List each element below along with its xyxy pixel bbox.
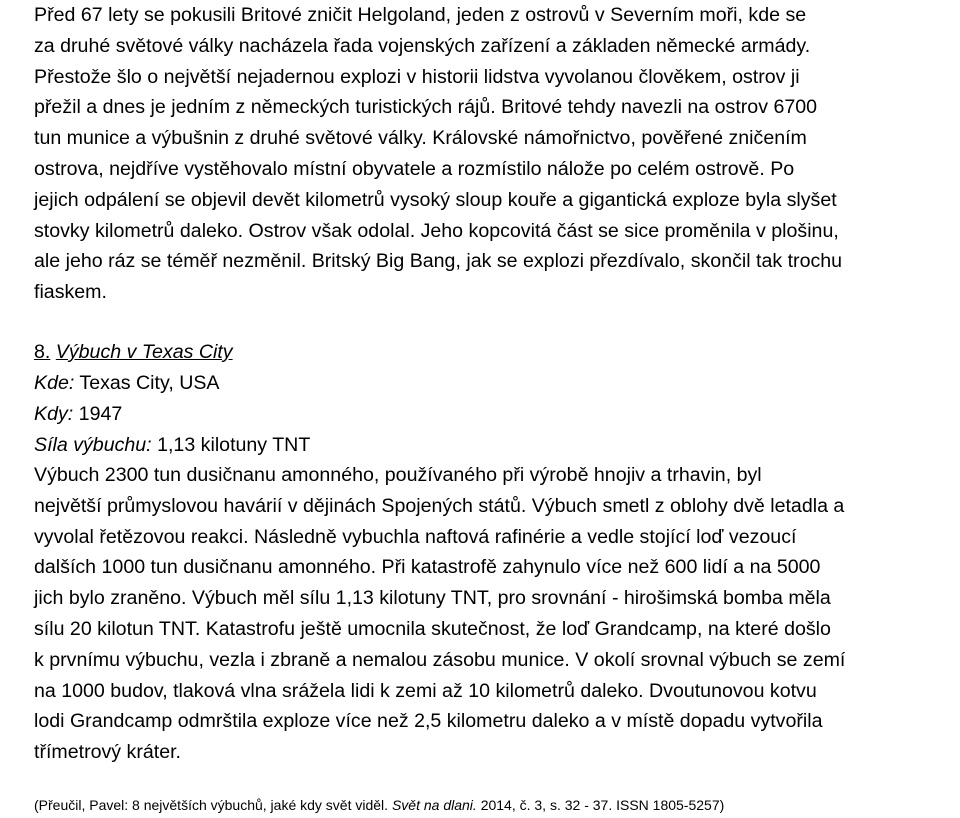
fact-value: 1,13 kilotuny TNT	[157, 433, 311, 456]
text-line: dalších 1000 tun dusičnanu amonného. Při katastrofě zahynulo více než 600 lidí a na 5000	[34, 556, 821, 579]
fact-date	[34, 399, 310, 430]
fact-label: Kdy:	[34, 402, 74, 425]
paragraph-texas-city	[34, 460, 958, 768]
citation	[34, 796, 724, 814]
fact-label: Kde:	[34, 372, 75, 394]
text-line: lodi Grandcamp odmrštila exploze více než 2,5 kilometru daleko a v místě dopadu vytvořila	[34, 710, 823, 733]
text-line: ale jeho ráz se téměř nezměnil. Britský Big Bang, jak se explozi přezdívalo, skončil tak trochu	[34, 250, 843, 273]
text-line: jejich odpálení se objevil devět kilometrů vysoký sloup kouře a gigantická exploze byla slyšet	[34, 188, 837, 211]
section-heading	[34, 337, 233, 368]
text-line: vyvolal řetězovou reakci. Následně vybuchla naftová rafinérie a vedle stojící loď vezoucí	[34, 525, 797, 548]
citation-prefix: (Přeučil, Pavel: 8 největších výbuchů, jaké kdy svět viděl.	[34, 797, 389, 813]
citation-suffix: 2014, č. 3, s. 32 - 37. ISSN 1805-5257)	[480, 797, 725, 813]
text-line: Výbuch 2300 tun dusičnanu amonného, používaného při výrobě hnojiv a trhavin, byl	[34, 464, 762, 486]
fact-value: 1947	[78, 402, 123, 425]
fact-location	[34, 368, 310, 399]
text-line: přežil a dnes je jedním z německých turistických rájů. Britové tehdy navezli na ostrov 6700	[34, 96, 818, 119]
text-line: Před 67 lety se pokusili Britové zničit Helgoland, jeden z ostrovů v Severním moři, kde se	[34, 4, 807, 26]
text-line: k prvnímu výbuchu, vezla i zbraně a nemalou zásobu munice. V okolí srovnal výbuch se zemí	[34, 648, 846, 671]
text-line: jich bylo zraněno. Výbuch měl sílu 1,13 kilotuny TNT, pro srovnání - hirošimská bomba měla	[34, 587, 831, 610]
facts-list	[34, 368, 310, 460]
text-line: za druhé světové války nacházela řada vojenských zařízení a základen německé armády.	[34, 34, 811, 57]
fact-value: Texas City, USA	[79, 372, 220, 394]
text-line: ostrova, nejdříve vystěhovalo místní obyvatele a rozmístilo nálože po celém ostrově. Po	[34, 157, 795, 180]
text-line: třímetrový kráter.	[34, 741, 181, 764]
text-line: největší průmyslovou havárií v dějinách Spojených států. Výbuch smetl z oblohy dvě letadla a	[34, 494, 845, 517]
text-line: tun munice a výbušnin z druhé světové války. Královské námořnictvo, pověřené zničením	[34, 127, 807, 150]
section-title: Výbuch v Texas City	[55, 341, 233, 363]
text-line: fiaskem.	[34, 281, 107, 304]
paragraph-helgoland	[34, 0, 958, 308]
section-number: 8.	[34, 341, 51, 363]
fact-label: Síla výbuchu:	[34, 433, 152, 456]
text-line: stovky kilometrů daleko. Ostrov však odolal. Jeho kopcovitá část se sice proměnila v plošinu,	[34, 219, 839, 242]
text-line: sílu 20 kilotun TNT. Katastrofu ještě umocnila skutečnost, že loď Grandcamp, na které došlo	[34, 617, 831, 640]
text-line: Přestože šlo o největší nejadernou explozi v historii lidstva vyvolanou člověkem, ostrov ji	[34, 65, 800, 88]
text-line: na 1000 budov, tlaková vlna srážela lidi k zemi až 10 kilometrů daleko. Dvoutunovou kotvu	[34, 679, 817, 702]
citation-journal: Svět na dlani.	[391, 797, 477, 813]
fact-yield	[34, 430, 310, 461]
